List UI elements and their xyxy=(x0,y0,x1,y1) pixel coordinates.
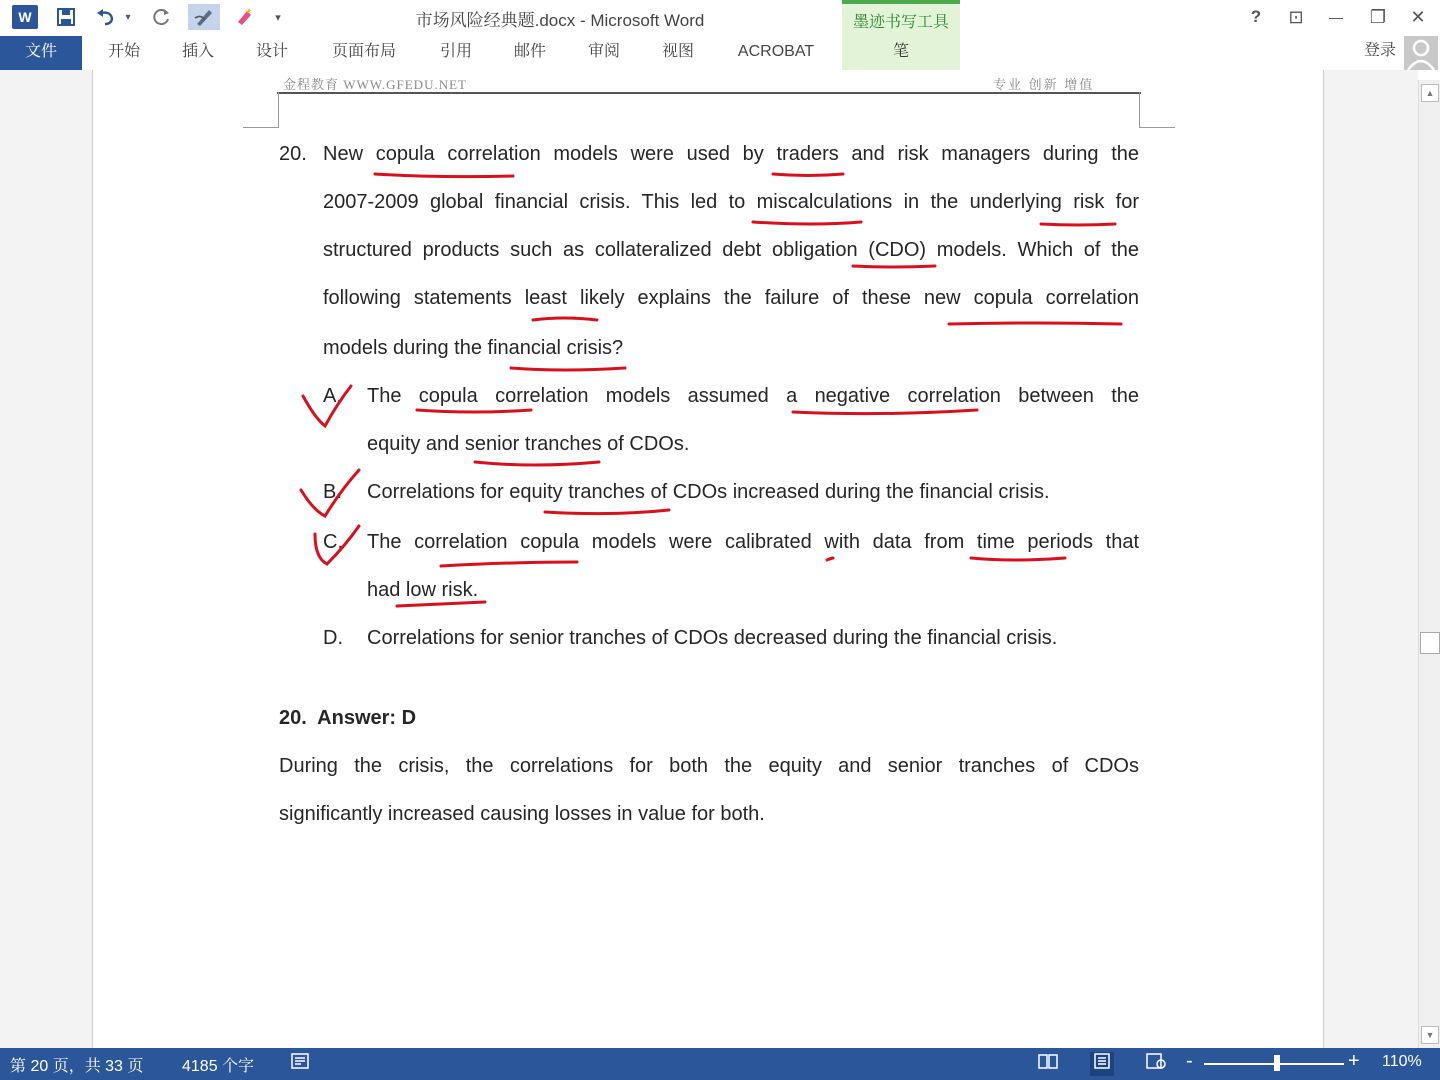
option-text: Correlations for equity tranches of CDOs increased during the financial crisis. xyxy=(367,481,1050,503)
zoom-slider-handle[interactable] xyxy=(1274,1055,1280,1071)
document-title: 市场风险经典题.docx - Microsoft Word xyxy=(415,11,705,30)
restore-icon[interactable]: ❐ xyxy=(1369,7,1387,27)
ink-tools-context-title: 墨迹书写工具 xyxy=(842,0,960,36)
header-divider xyxy=(277,92,1141,94)
word-logo-icon[interactable]: W xyxy=(12,5,38,29)
ink-underline xyxy=(545,510,669,514)
option-text: equity and senior tranches of CDOs. xyxy=(367,433,690,455)
page-header-left: 金程教育 WWW.GFEDU.NET xyxy=(283,77,467,92)
web-layout-icon[interactable] xyxy=(1144,1052,1168,1076)
print-layout-icon[interactable] xyxy=(1090,1052,1114,1076)
tab-references[interactable]: 引用 xyxy=(439,43,472,60)
zoom-level[interactable]: 110% xyxy=(1382,1053,1422,1070)
tab-view[interactable]: 视图 xyxy=(661,43,694,60)
tab-acrobat[interactable]: ACROBAT xyxy=(737,43,815,60)
help-icon[interactable]: ? xyxy=(1250,7,1262,26)
ink-underline xyxy=(949,323,1121,324)
question-number: 20. xyxy=(279,143,307,165)
question-line: following statements least likely explains the failure of these new copula correlation xyxy=(323,287,1139,309)
read-mode-icon[interactable] xyxy=(1036,1052,1060,1076)
ribbon-display-icon[interactable]: ⊡ xyxy=(1288,7,1304,27)
question-line: structured products such as collateralized debt obligation (CDO) models. Which of the xyxy=(323,239,1139,261)
option-text: had low risk. xyxy=(367,579,479,601)
ink-underline xyxy=(533,318,597,320)
undo-icon[interactable] xyxy=(94,4,118,30)
avatar[interactable] xyxy=(1404,36,1438,70)
close-icon[interactable]: ✕ xyxy=(1410,7,1426,27)
scroll-down-icon[interactable]: ▼ xyxy=(1421,1026,1439,1044)
option-letter: C. xyxy=(323,531,343,553)
scroll-up-icon[interactable]: ▲ xyxy=(1421,84,1439,102)
crop-mark-left xyxy=(243,92,279,128)
answer-heading: 20. Answer: D xyxy=(279,707,417,729)
undo-dropdown-icon[interactable]: ▾ xyxy=(125,11,131,23)
ink-underline xyxy=(827,558,833,560)
ink-underline xyxy=(397,602,485,606)
ink-underline xyxy=(475,462,599,465)
crop-mark-right xyxy=(1139,92,1175,128)
tab-home[interactable]: 开始 xyxy=(107,43,140,60)
zoom-out-button[interactable]: - xyxy=(1186,1050,1193,1072)
tab-insert[interactable]: 插入 xyxy=(181,43,214,60)
vertical-scrollbar[interactable] xyxy=(1418,80,1440,1048)
ink-underline xyxy=(753,222,861,224)
option-letter: B. xyxy=(323,481,342,503)
option-letter: A. xyxy=(323,385,342,407)
ink-underline xyxy=(417,410,531,412)
question-line: models during the financial crisis? xyxy=(323,337,624,359)
question-line: New copula correlation models were used by traders and risk managers during the xyxy=(323,143,1139,165)
tab-mailings[interactable]: 邮件 xyxy=(513,43,546,60)
tab-page-layout[interactable]: 页面布局 xyxy=(331,43,396,60)
tab-review[interactable]: 审阅 xyxy=(587,43,620,60)
option-text: The correlation copula models were calibrated with data from time periods that xyxy=(367,531,1139,553)
ink-underline xyxy=(1041,224,1115,225)
ink-annotations xyxy=(93,70,1325,1048)
highlighter-icon[interactable] xyxy=(232,4,256,30)
tab-pen[interactable]: 笔 xyxy=(842,36,960,70)
minimize-icon[interactable]: — xyxy=(1329,9,1343,25)
option-text: Correlations for senior tranches of CDOs decreased during the financial crisis. xyxy=(367,627,1058,649)
proofing-icon[interactable] xyxy=(288,1052,312,1076)
zoom-in-button[interactable]: + xyxy=(1348,1050,1360,1072)
page-count[interactable]: 第 20 页，共 33 页 xyxy=(10,1058,144,1075)
ink-underline xyxy=(511,368,625,370)
question-line: 2007-2009 global financial crisis. This led to miscalculations in the underlying risk for xyxy=(323,191,1139,213)
answer-line: During the crisis, the correlations for both the equity and senior tranches of CDOs xyxy=(279,755,1139,777)
save-icon[interactable] xyxy=(54,4,78,30)
option-text: The copula correlation models assumed a negative correlation between the xyxy=(367,385,1139,407)
sign-in-link[interactable]: 登录 xyxy=(1363,42,1396,59)
title-bar xyxy=(0,0,1440,36)
ink-underline xyxy=(441,562,577,566)
option-letter: D. xyxy=(323,627,343,649)
ink-underline xyxy=(971,558,1065,560)
status-bar xyxy=(0,1048,1440,1080)
tab-design[interactable]: 设计 xyxy=(255,43,288,60)
page-header-right: 专业 创新 增值 xyxy=(993,77,1095,92)
scroll-thumb[interactable] xyxy=(1420,632,1440,654)
redo-icon[interactable] xyxy=(150,4,174,30)
ink-underline xyxy=(773,174,843,176)
customize-icon[interactable]: ▾ xyxy=(275,11,281,24)
document-area[interactable] xyxy=(0,70,1418,1048)
answer-line: significantly increased causing losses in value for both. xyxy=(279,803,765,825)
pen-icon[interactable] xyxy=(188,4,220,30)
ribbon-tab-bar xyxy=(0,36,1440,70)
word-count[interactable]: 4185 个字 xyxy=(182,1058,255,1075)
ink-underline xyxy=(853,266,935,267)
tab-file[interactable]: 文件 xyxy=(0,36,82,70)
ink-underline xyxy=(793,410,977,414)
document-page[interactable] xyxy=(92,70,1324,1048)
ink-underline xyxy=(375,174,513,177)
